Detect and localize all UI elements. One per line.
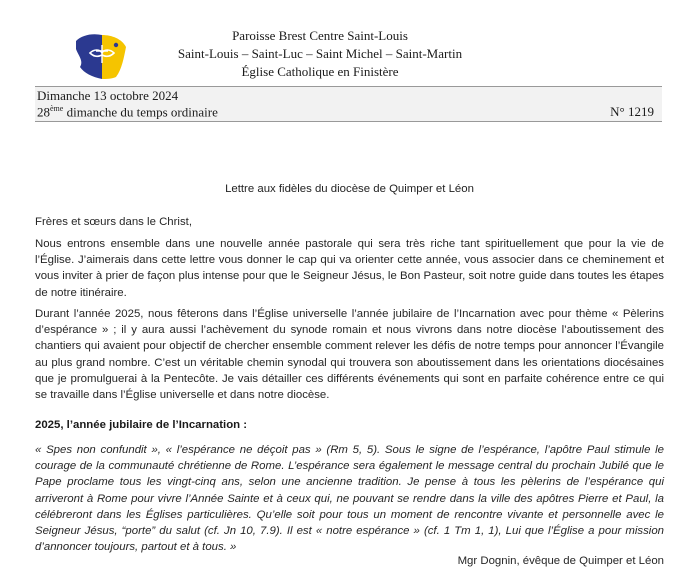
parish-header	[120, 27, 520, 81]
bulletin-number: N° 1219	[610, 104, 654, 119]
letter-title: Lettre aux fidèles du diocèse de Quimper et Léon	[225, 183, 474, 195]
letter-greeting: Frères et sœurs dans le Christ,	[35, 216, 192, 228]
bulletin-info-band	[35, 86, 662, 122]
sunday-number: 28	[37, 104, 50, 120]
parish-church-label: Église Catholique en Finistère	[241, 64, 399, 79]
sunday-label: dimanche du temps ordinaire	[63, 104, 218, 120]
parish-churches: Saint-Louis – Saint-Luc – Saint Michel – Saint-Martin	[177, 46, 463, 61]
letter-paragraph-2: Durant l’année 2025, nous fêterons dans l’Église universelle l’année jubilaire de l’Incarnation avec pour thème « Pèlerins d’espérance » ; il y aura aussi l’achèvement du synode romain et nous vivrons dans notre diocèse l’aboutissement des chantiers qui avaient pour objectif de chercher ensemble comment relever les défis de notre temps pour annoncer l’Évangile au plus grand nombre. C’est un véritable chemin synodal qui trouvera son aboutissement dans les orientations diocésaines que je promulguerai à la Pentecôte. Je vais détailler ces différents événements qui sont en parfaite cohérence entre ce qui se travaille dans l’Église universelle et dans notre diocèse.	[35, 308, 664, 402]
parish-name: Paroisse Brest Centre Saint-Louis	[232, 28, 408, 43]
letter-paragraph-1: Nous entrons ensemble dans une nouvelle année pastorale qui sera très riche tant spirituellement que pour la vie de l’Église. J’aimerais dans cette lettre vous donner le cap qui va orienter cette année, vous associer dans ce cheminement et vous inviter à prier de façon plus intense pour que le Seigneur Jésus, le Bon Pasteur, soit notre guide dans toutes les étapes de notre itinéraire.	[35, 238, 664, 299]
signature: Mgr Dognin, évêque de Quimper et Léon	[457, 555, 664, 567]
sunday-ordinal: ème	[50, 104, 64, 113]
jubilee-quote: « Spes non confundit », « l’espérance ne déçoit pas » (Rm 5, 5). Sous le signe de l’espérance, l’apôtre Paul stimule le courage de la communauté chrétienne de Rome. L’espérance sera également le message central du prochain Jubilé que le Pape proclame tous les vingt-cinq ans, selon une ancienne tradition. Je pense à tous les pèlerins de l’espérance qui arriveront à Rome pour vivre l’Année Sainte et à ceux qui, ne pouvant se rendre dans la ville des apôtres Pierre et Paul, la célébreront dans les Églises particulières. Qu’elle soit pour tous un moment de rencontre vivante et personnelle avec le Seigneur Jésus, “porte” du salut (cf. Jn 10, 7.9). Il est « notre espérance » (cf. 1 Tm 1, 1), Lui que l’Église a pour mission d’annoncer toujours, partout et à tous. »	[35, 444, 664, 554]
liturgical-sunday	[37, 104, 218, 120]
bulletin-date: Dimanche 13 octobre 2024	[37, 88, 179, 103]
section-heading: 2025, l’année jubilaire de l’Incarnation :	[35, 419, 248, 431]
